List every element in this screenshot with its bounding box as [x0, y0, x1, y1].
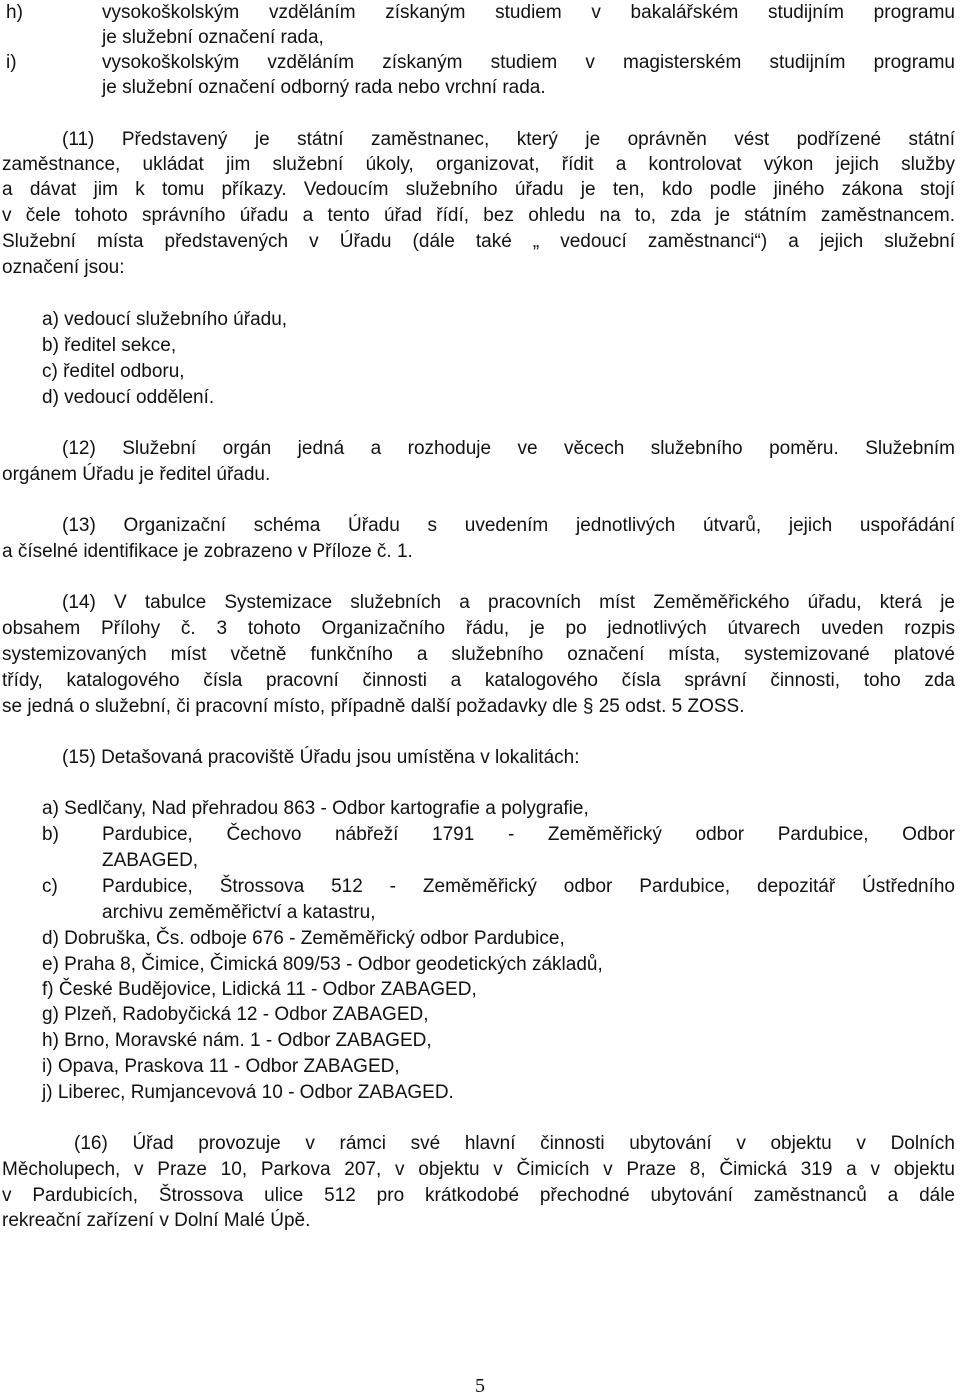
text-line: (12) Služební orgán jedná a rozhoduje ve věcech služebního poměru. Služebním	[62, 438, 955, 459]
list-marker: c)	[42, 876, 58, 897]
text-line: orgánem Úřadu je ředitel úřadu.	[2, 464, 271, 485]
list-marker: b)	[42, 824, 59, 845]
text-line: obsahem Přílohy č. 3 tohoto Organizačního řádu, je po jednotlivých útvarech uveden rozpis	[2, 618, 955, 639]
list-item: e) Praha 8, Čimice, Čimická 809/53 - Odbor geodetických základů,	[42, 954, 603, 975]
text-line: rekreační zařízení v Dolní Malé Úpě.	[2, 1210, 311, 1231]
text-line: (15) Detašovaná pracoviště Úřadu jsou umístěna v lokalitách:	[62, 747, 580, 768]
text-line: (14) V tabulce Systemizace služebních a pracovních míst Zeměměřického úřadu, která je	[62, 592, 955, 613]
text-line: označení jsou:	[2, 257, 125, 278]
text-line: Měcholupech, v Praze 10, Parkova 207, v objektu v Čimicích v Praze 8, Čimická 319 a v objektu	[2, 1159, 955, 1180]
text-line: Služební místa představených v Úřadu (dále také „ vedoucí zaměstnanci“) a jejich služební	[2, 231, 955, 252]
text-line: v čele tohoto správního úřadu a tento úřad řídí, bez ohledu na to, zda je státním zaměstnancem.	[2, 205, 955, 226]
list-item: c) ředitel odboru,	[42, 361, 185, 382]
text-line: zaměstnance, ukládat jim služební úkoly, organizovat, řídit a kontrolovat výkon jejich služby	[2, 154, 955, 175]
list-item: f) České Budějovice, Lidická 11 - Odbor ZABAGED,	[42, 979, 477, 1000]
text-line: (11) Představený je státní zaměstnanec, který je oprávněn vést podřízené státní	[62, 129, 955, 150]
list-item: d) Dobruška, Čs. odboje 676 - Zeměměřický odbor Pardubice,	[42, 928, 565, 949]
text-line: je služební označení odborný rada nebo vrchní rada.	[102, 77, 546, 98]
list-item: ZABAGED,	[102, 850, 199, 871]
text-line: a číselné identifikace je zobrazeno v Příloze č. 1.	[2, 541, 413, 562]
list-item: d) vedoucí oddělení.	[42, 387, 215, 408]
list-marker: i)	[6, 52, 17, 73]
list-item: Pardubice, Čechovo nábřeží 1791 - Zeměměřický odbor Pardubice, Odbor	[102, 824, 955, 845]
list-marker: h)	[6, 2, 23, 23]
page-number: 5	[475, 1375, 485, 1397]
list-item: h) Brno, Moravské nám. 1 - Odbor ZABAGED,	[42, 1030, 432, 1051]
list-item: g) Plzeň, Radobyčická 12 - Odbor ZABAGED,	[42, 1004, 429, 1025]
text-line: se jedná o služební, či pracovní místo, případně další požadavky dle § 25 odst. 5 ZOSS.	[2, 696, 745, 717]
list-item: j) Liberec, Rumjancevová 10 - Odbor ZABAGED.	[42, 1082, 454, 1103]
list-item: Pardubice, Štrossova 512 - Zeměměřický odbor Pardubice, depozitář Ústředního	[102, 876, 955, 897]
list-item: archivu zeměměřictví a katastru,	[102, 902, 376, 923]
list-item: a) Sedlčany, Nad přehradou 863 - Odbor kartografie a polygrafie,	[42, 798, 589, 819]
text-line: systemizovaných míst včetně funkčního a služebního označení místa, systemizované platové	[2, 644, 955, 665]
text-line: vysokoškolským vzděláním získaným studiem v bakalářském studijním programu	[102, 2, 955, 23]
text-line: je služební označení rada,	[102, 27, 324, 48]
list-item: b) ředitel sekce,	[42, 335, 177, 356]
list-item: i) Opava, Praskova 11 - Odbor ZABAGED,	[42, 1056, 400, 1077]
list-item: a) vedoucí služebního úřadu,	[42, 309, 288, 330]
text-line: a dávat jim k tomu příkazy. Vedoucím služebního úřadu je ten, kdo podle jiného zákona stojí	[2, 179, 955, 200]
text-line: (13) Organizační schéma Úřadu s uvedením jednotlivých útvarů, jejich uspořádání	[62, 515, 955, 536]
text-line: (16) Úřad provozuje v rámci své hlavní činnosti ubytování v objektu v Dolních	[74, 1133, 955, 1154]
text-line: třídy, katalogového čísla pracovní činnosti a katalogového čísla správní činnosti, toho zda	[2, 670, 955, 691]
text-line: v Pardubicích, Štrossova ulice 512 pro krátkodobé přechodné ubytování zaměstnanců a dále	[2, 1185, 955, 1206]
text-line: vysokoškolským vzděláním získaným studiem v magisterském studijním programu	[102, 52, 955, 73]
